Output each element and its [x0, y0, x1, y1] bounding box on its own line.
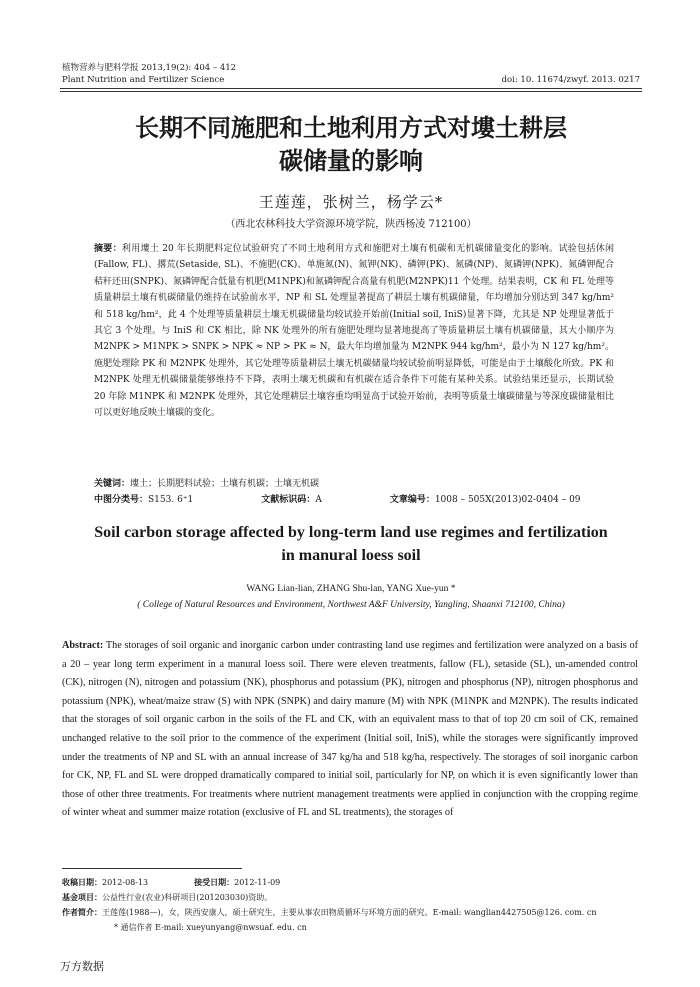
- author-bio-label: 作者简介：: [62, 908, 102, 917]
- title-cn: [60, 112, 642, 178]
- accepted-label: 接受日期：: [194, 878, 235, 887]
- abstract-en: [62, 637, 638, 823]
- doc-code-label: 文献标识码：: [261, 495, 316, 505]
- accepted-date: 2012-11-09: [234, 878, 281, 887]
- footnote-dates: [62, 876, 642, 890]
- fund-label: 基金项目：: [62, 893, 102, 902]
- received-date: 2012-08-13: [102, 878, 149, 887]
- keywords-cn: [94, 476, 614, 489]
- author-bio-text: 王莲莲(1988—)，女，陕西安康人，硕士研究生，主要从事农田物质循环与环境方面的研究。E-mail: wanglian4427505@126. com. cn: [102, 908, 597, 917]
- doc-code-value: A: [315, 495, 322, 505]
- title-cn-line1: 长期不同施肥和土地利用方式对塿土耕层: [135, 114, 567, 142]
- clc-label: 中图分类号：: [94, 495, 149, 505]
- received-label: 收稿日期：: [62, 878, 102, 887]
- abstract-cn-text: 利用塿土 20 年长期肥料定位试验研究了不同土地利用方式和施肥对土壤有机碳和无机碳储量变化的影响。试验包括休闲(Fallow, FL)、撂荒(Setaside, SL)、不施肥(CK)、单施氮(N)、氮钾(NK)、磷钾(PK)、氮磷(NP)、氮磷钾(NPK)、氮磷钾配合秸秆还田(SNPK)、氮磷钾配合低量有机肥(M1NPK)和氮磷钾配合高量有机肥(M2NPK)11 个处理。结果表明，CK 和 FL 处理等质量耕层土壤有机碳储量仍维持在试验前水平，NP 和 SL 处理显著提高了耕层土壤有机碳储量，年均增加分别达到 347 kg/hm² 和 518 kg/hm²，此 4 个处理等质量耕层土壤无机碳储量均较试验开始前(Initial soil, IniS)显著下降，尤其是 NP 处理显著低于其它 3 个处理。与 IniS 和 CK 相比，除 NK 处理外的所有施肥处理均显著地提高了等质量耕层土壤有机碳储量，其大小顺序为 M2NPK > M1NPK > SNPK > NPK ≈ NP > PK ≈ N，最大年均增加量为 M2NPK 944 kg/hm²，最小为 N 127 kg/hm²。施肥处理除 PK 和 M2NPK 处理外，其它处理等质量耕层土壤无机碳储量均较试验前明显降低，可能是由于土壤酸化所致。PK 和 M2NPK 处理无机碳储量能够维持不下降，表明土壤无机碳和有机碳在适合条件下可能有某种关系。试验结果还显示，长期试验 20 年除 M1NPK 和 M2NPK 处理外，其它处理耕层土壤容重均明显高于试验开始前，表明等质量土壤碳储量与等深度碳储量相比可以更好地反映土壤碳的变化。: [94, 244, 614, 419]
- affiliation-en: ( College of Natural Resources and Environment, Northwest A&F University, Yangling, Shaanxi 712100, China): [137, 600, 565, 610]
- keywords-cn-text: 塿土；长期肥料试验；土壤有机碳；土壤无机碳: [130, 479, 320, 489]
- abstract-en-text: The storages of soil organic and inorganic carbon under contrasting land use regimes and fertilization were analyzed on a basis of a 20 – year long term experiment in a manural loess soil. There were eleven treatments, fallow (FL), setaside (SL), un-amended control (CK), nitrogen (N), nitrogen and potassium (NK), phosphorus and potassium (PK), nitrogen and phosphorus (NP), nitrogen phosphorus and potassium (NPK), wheat/maize straw (S) with NPK (SNPK) and dairy manure (M) with NPK (M1NPK and M2NPK). The results indicated that the storages of soil organic carbon in the soils of the FL and CK, with an equivalent mass to that of top 20 cm soil of CK, remained unchanged relative to the soil prior to the commence of the experiment (Initial soil, IniS), while the storages were significantly improved under the treatments of NP and SL with an annual increase of 347 kg/ha and 518 kg/ha, respectively. The storages of soil inorganic carbon for CK, NP, FL and SL were dropped dramatically compared to initial soil, particularly for NP, on which it is even significantly lower than those of other three treatments. For treatments where nutrient management treatments were applied in conjunction with the cropping regime of winter wheat and summer maize rotation (exclusive of FL and SL treatments), the storages of: [62, 640, 638, 819]
- footnote-author: [62, 906, 642, 920]
- title-en-line1: Soil carbon storage affected by long-term land use regimes and fertilization: [94, 524, 608, 541]
- article-number-label: 文章编号：: [389, 495, 435, 505]
- title-en-line2: in manural loess soil: [281, 547, 421, 564]
- authors-cn: 王莲莲，张树兰，杨学云*: [258, 193, 444, 211]
- footnote-rule: [62, 868, 242, 869]
- journal-header-en: Plant Nutrition and Fertilizer Science: [62, 75, 225, 85]
- title-cn-line2: 碳储量的影响: [279, 147, 423, 175]
- abstract-cn: [94, 241, 614, 421]
- header-rule: [60, 88, 642, 89]
- corresponding-author: * 通信作者 E-mail: xueyunyang@nwsuaf. edu. cn: [114, 923, 307, 932]
- title-en: [60, 521, 642, 567]
- fund-text: 公益性行业(农业)科研项目(201203030)资助。: [102, 893, 273, 902]
- clc-value: S153. 6⁺1: [148, 495, 194, 505]
- header-rule-thin: [60, 91, 642, 92]
- journal-header-cn: 植物营养与肥料学报 2013,19(2): 404 – 412: [62, 63, 237, 73]
- footnote-corresponding: [62, 921, 642, 935]
- footnote-fund: [62, 891, 642, 905]
- article-number-value: 1008 – 505X(2013)02-0404 – 09: [434, 495, 581, 505]
- keywords-cn-label: 关键词：: [94, 479, 131, 489]
- authors-en: WANG Lian-lian, ZHANG Shu-lan, YANG Xue-yun *: [246, 584, 456, 594]
- affiliation-cn: （西北农林科技大学资源环境学院，陕西杨凌 712100）: [225, 219, 477, 230]
- classification-line: [94, 492, 614, 505]
- wanfang-watermark: 万方数据: [60, 960, 104, 973]
- abstract-cn-label: 摘要：: [94, 244, 122, 254]
- abstract-en-label: Abstract:: [62, 640, 104, 651]
- doi: doi: 10. 11674/zwyf. 2013. 0217: [501, 75, 640, 85]
